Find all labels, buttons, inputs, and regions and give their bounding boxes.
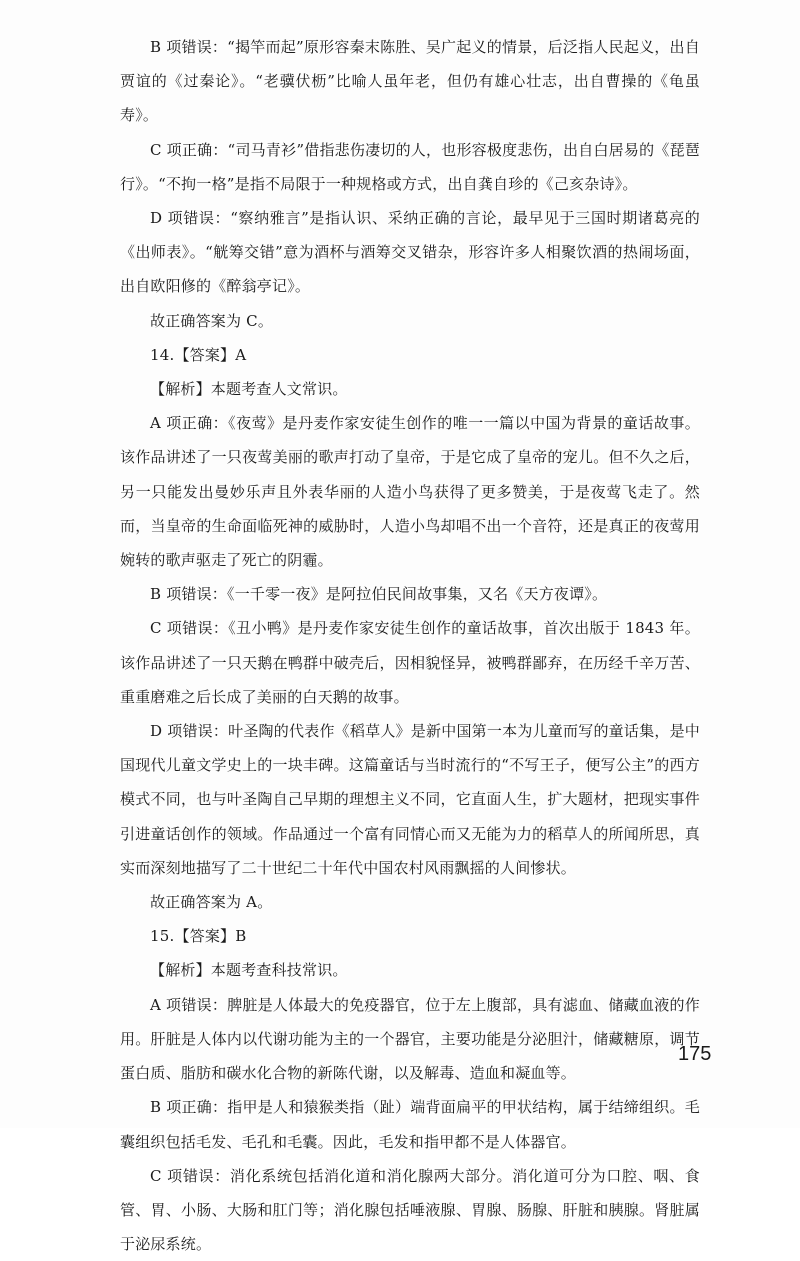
paragraph-option-c-q13: C 项正确：“司马青衫”借指悲伤凄切的人，也形容极度悲伤，出自白居易的《琵琶行》。“不拘一格”是指不局限于一种规格或方式，出自龚自珍的《己亥杂诗》。 [120, 140, 700, 193]
paragraph-option-b-q14: B 项错误：《一千零一夜》是阿拉伯民间故事集，又名《天方夜谭》。 [150, 585, 608, 604]
question-14-analysis-heading: 【解析】本题考查人文常识。 [150, 380, 348, 399]
question-15-analysis-heading: 【解析】本题考查科技常识。 [150, 961, 348, 980]
paragraph-option-b-q15: B 项正确：指甲是人和猿猴类指（趾）端背面扁平的甲状结构，属于结缔组织。毛囊组织包括毛发、毛孔和毛囊。因此，毛发和指甲都不是人体器官。 [120, 1098, 700, 1151]
paragraph-option-c-q14: C 项错误：《丑小鸭》是丹麦作家安徒生创作的童话故事，首次出版于 1843 年。该作品讲述了一只天鹅在鸭群中破壳后，因相貌怪异，被鸭群鄙弃，在历经千辛万苦、重重磨难之后长成了美丽的白天鹅的故事。 [120, 619, 700, 706]
question-15-answer-heading: 15.【答案】B [150, 927, 247, 946]
paragraph-answer-q14: 故正确答案为 A。 [150, 893, 273, 912]
paragraph-option-d-q14: D 项错误：叶圣陶的代表作《稻草人》是新中国第一本为儿童而写的童话集，是中国现代儿童文学史上的一块丰碑。这篇童话与当时流行的“不写王子，便写公主”的西方模式不同，也与叶圣陶自己早期的理想主义不同，它直面人生，扩大题材，把现实事件引进童话创作的领域。作品通过一个富有同情心而又无能为力的稻草人的所闻所思，真实而深刻地描写了二十世纪二十年代中国农村风雨飘摇的人间惨状。 [120, 722, 700, 877]
paragraph-option-a-q15: A 项错误：脾脏是人体最大的免疫器官，位于左上腹部，具有滤血、储藏血液的作用。肝脏是人体内以代谢功能为主的一个器官，主要功能是分泌胆汁，储藏糖原，调节蛋白质、脂肪和碳水化合物的新陈代谢，以及解毒、造血和凝血等。 [120, 995, 700, 1083]
page-number: 175 [678, 1043, 712, 1065]
paragraph-answer-q13: 故正确答案为 C。 [150, 311, 274, 330]
paragraph-option-d-q13: D 项错误：“察纳雅言”是指认识、采纳正确的言论，最早见于三国时期诸葛亮的《出师表》。“觥筹交错”意为酒杯与酒筹交叉错杂，形容许多人相聚饮酒的热闹场面，出自欧阳修的《醉翁亭记》。 [120, 209, 700, 296]
paragraph-option-a-q14: A 项正确：《夜莺》是丹麦作家安徒生创作的唯一一篇以中国为背景的童话故事。该作品讲述了一只夜莺美丽的歌声打动了皇帝，于是它成了皇帝的宠儿。但不久之后，另一只能发出曼妙乐声且外表华丽的人造小鸟获得了更多赞美，于是夜莺飞走了。然而，当皇帝的生命面临死神的威胁时，人造小鸟却唱不出一个音符，还是真正的夜莺用婉转的歌声驱走了死亡的阴霾。 [120, 414, 700, 570]
paragraph-option-c-q15: C 项错误：消化系统包括消化道和消化腺两大部分。消化道可分为口腔、咽、食管、胃、小肠、大肠和肛门等；消化腺包括唾液腺、胃腺、肠腺、肝脏和胰腺。肾脏属于泌尿系统。 [120, 1166, 700, 1254]
page-body [120, 30, 700, 1261]
question-14-answer-heading: 14.【答案】A [150, 345, 247, 364]
paragraph-option-b-q13: B 项错误：“揭竿而起”原形容秦末陈胜、吴广起义的情景，后泛指人民起义，出自贾谊的《过秦论》。“老骥伏枥”比喻人虽年老，但仍有雄心壮志，出自曹操的《龟虽寿》。 [120, 38, 700, 125]
